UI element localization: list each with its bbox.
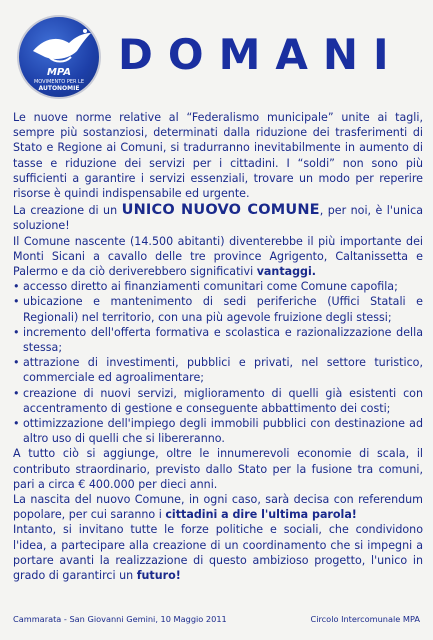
footer-signature: Circolo Intercomunale MPA — [310, 614, 420, 624]
comune-text: Il Comune nascente (14.500 abitanti) diventerebbe il più importante dei Monti Sicani a cavallo delle tre province Agrigento, Caltanissetta e Palermo e da ciò deriverebbero significativi — [13, 234, 423, 279]
flyer-body — [13, 110, 423, 583]
intro-paragraph: Le nuove norme relative al “Federalismo municipale” unite ai tagli, sempre più sostanziosi, determinati dalla riduzione dei trasferimenti di Stato e Regione ai Comuni, si tradurranno inevitabilmente in aumento di tasse e riduzione dei servizi per i cittadini. I “soldi” non sono più sufficienti a garantire i servizi essenziali, trovare un modo per reperire risorse è quindi indispensabile ed urgente. — [13, 111, 423, 201]
header — [0, 0, 433, 106]
advantages-list — [13, 279, 423, 446]
list-item: • ubicazione e mantenimento di sedi periferiche (Uffici Statali e Regionali) nel territorio, con una più agevole fruizione degli stessi; — [13, 294, 423, 324]
invite-bold: futuro! — [136, 569, 181, 583]
proposal-paragraph — [13, 203, 423, 233]
logo-subtitle-2: AUTONOMIE — [38, 85, 80, 92]
proposal-pre: La creazione di un — [13, 204, 122, 218]
invite-paragraph — [13, 522, 423, 583]
referendum-paragraph — [13, 492, 423, 522]
logo-subtitle: MOVIMENTO PER LE — [33, 79, 85, 85]
referendum-bold: cittadini a dire l'ultima parola! — [165, 508, 357, 522]
comune-paragraph — [13, 234, 423, 280]
savings-paragraph: A tutto ciò si aggiunge, oltre le innumerevoli economie di scala, il contributo straordinario, previsto dallo Stato per la fusione tra comuni, pari a circa € 400.000 per dieci anni. — [13, 447, 423, 491]
proposal-post: , per noi, è l'unica soluzione! — [13, 204, 423, 233]
list-item: • ottimizzazione dell'impiego degli immobili pubblici con destinazione ad altro uso di quelli che si libereranno. — [13, 416, 423, 446]
mpa-logo — [17, 15, 101, 99]
list-item: • creazione di nuovi servizi, miglioramento di quelli già esistenti con accentramento di gestione e conseguente abbattimento dei costi; — [13, 386, 423, 416]
invite-text: Intanto, si invitano tutte le forze politiche e sociali, che condividono l'idea, a partecipare alla creazione di un coordinamento che si impegni a portare avanti la realizzazione di questo ambizioso progetto, l'unico in grado di garantirci un — [13, 523, 423, 583]
list-item: • accesso diretto ai finanziamenti comunitari come Comune capofila; — [13, 279, 423, 294]
referendum-text: La nascita del nuovo Comune, in ogni caso, sarà decisa con referendum popolare, per cui saranno i — [13, 493, 423, 522]
list-item: • incremento dell'offerta formativa e scolastica e razionalizzazione della stessa; — [13, 325, 423, 355]
footer-place-date: Cammarata - San Giovanni Gemini, 10 Maggio 2011 — [13, 614, 227, 624]
proposal-highlight: UNICO NUOVO COMUNE — [121, 202, 320, 219]
logo-mpa-text: MPA — [46, 67, 72, 78]
list-item: • attrazione di investimenti, pubblici e privati, nel settore turistico, commerciale ed agroalimentare; — [13, 355, 423, 385]
comune-bold: vantaggi. — [256, 265, 317, 279]
page-title: DOMANI — [118, 30, 404, 79]
